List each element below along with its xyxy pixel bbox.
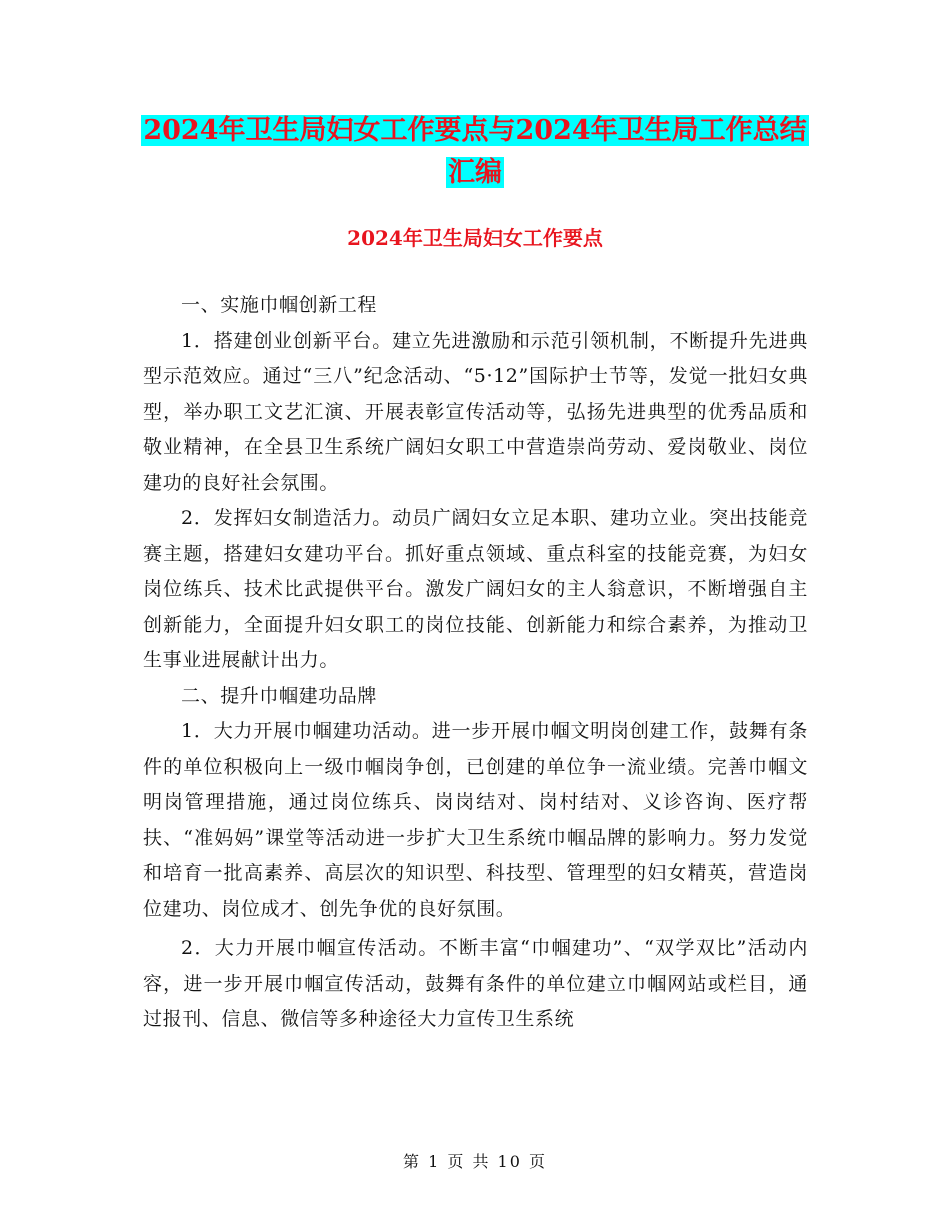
document-body [143,288,808,1038]
heading-paragraph-1: 一、实施巾帼创新工程 [181,294,378,316]
body-paragraph-3: 1．大力开展巾帼建功活动。进一步开展巾帼文明岗创建工作，鼓舞有条件的单位积极向上一级巾帼岗争创，已创建的单位争一流业绩。完善巾帼文明岗管理措施，通过岗位练兵、岗岗结对、岗村结对、义诊咨询、医疗帮扶、“准妈妈”课堂等活动进一步扩大卫生系统巾帼品牌的影响力。努力发觉和培育一批高素养、高层次的知识型、科技型、管理型的妇女精英，营造岗位建功、岗位成才、创先争优的良好氛围。 [143,720,808,920]
page-footer: 第 1 页 共 10 页 [403,1152,547,1171]
section-title: 2024年卫生局妇女工作要点 [347,226,603,250]
title-highlight-line2: 汇编 [448,157,502,188]
document-title-line2 [0,150,950,196]
body-paragraph-2: 2．发挥妇女制造活力。动员广阔妇女立足本职、建功立业。突出技能竞赛主题，搭建妇女建功平台。抓好重点领域、重点科室的技能竞赛，为妇女岗位练兵、技术比武提供平台。激发广阔妇女的主人翁意识，不断增强自主创新能力，全面提升妇女职工的岗位技能、创新能力和综合素养，为推动卫生事业进展献计出力。 [143,507,808,671]
body-paragraph-4: 2．大力开展巾帼宣传活动。不断丰富“巾帼建功”、“双学双比”活动内容，进一步开展巾帼宣传活动，鼓舞有条件的单位建立巾帼网站或栏目，通过报刊、信息、微信等多种途径大力宣传卫生系统 [143,937,808,1030]
document-title-line1 [0,108,950,154]
body-paragraph-1: 1．搭建创业创新平台。建立先进激励和示范引领机制，不断提升先进典型示范效应。通过“三八”纪念活动、“5·12”国际护士节等，发觉一批妇女典型，举办职工文艺汇演、开展表彰宣传活动等，弘扬先进典型的优秀品质和敬业精神，在全县卫生系统广阔妇女职工中营造崇尚劳动、爱岗敬业、岗位建功的良好社会氛围。 [143,329,808,494]
heading-paragraph-2: 二、提升巾帼建功品牌 [181,684,378,707]
title-highlight-line1: 2024年卫生局妇女工作要点与2024年卫生局工作总结 [143,115,807,146]
